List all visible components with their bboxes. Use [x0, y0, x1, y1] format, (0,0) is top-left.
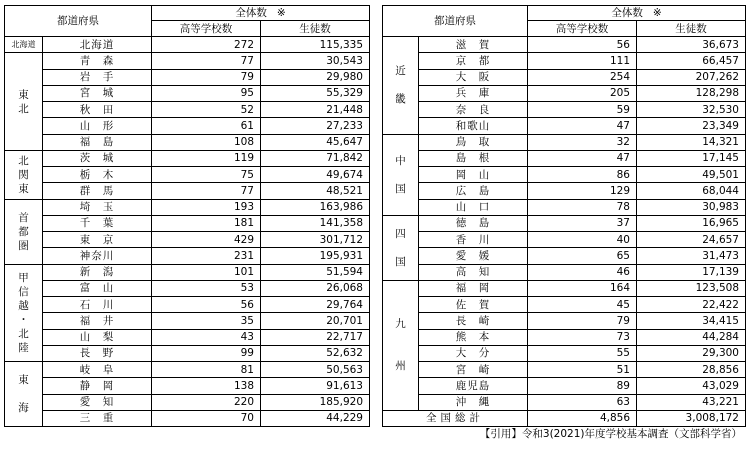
school-table-right — [382, 5, 746, 427]
students-cell: 29,980 — [261, 69, 370, 85]
prefecture-cell: 神奈川 — [43, 248, 152, 264]
prefecture-cell: 群 馬 — [43, 183, 152, 199]
schools-cell: 77 — [152, 183, 261, 199]
schools-cell: 40 — [528, 232, 637, 248]
prefecture-cell: 高 知 — [419, 264, 528, 280]
schools-cell: 429 — [152, 232, 261, 248]
prefecture-header: 都道府県 — [5, 6, 152, 37]
students-cell: 36,673 — [637, 37, 746, 53]
total-label: 全国総計 — [383, 410, 528, 426]
region-cell — [5, 264, 43, 362]
prefecture-cell: 栃 木 — [43, 167, 152, 183]
prefecture-cell: 埼 玉 — [43, 199, 152, 215]
region-char: ・ — [18, 313, 29, 326]
region-cell — [5, 53, 43, 151]
table-row — [5, 248, 370, 264]
schools-cell: 32 — [528, 134, 637, 150]
table-row — [383, 134, 746, 150]
prefecture-cell: 熊 本 — [419, 329, 528, 345]
table-row — [383, 150, 746, 166]
students-cell: 20,701 — [261, 313, 370, 329]
prefecture-cell: 山 形 — [43, 118, 152, 134]
region-char: 北海道 — [11, 39, 36, 49]
students-cell: 30,543 — [261, 53, 370, 69]
schools-cell: 164 — [528, 280, 637, 296]
schools-cell: 231 — [152, 248, 261, 264]
prefecture-cell: 北海道 — [43, 37, 152, 53]
prefecture-cell: 奈 良 — [419, 102, 528, 118]
table-row — [383, 37, 746, 53]
schools-cell: 77 — [152, 53, 261, 69]
schools-cell: 70 — [152, 410, 261, 426]
region-char: 関 — [18, 168, 29, 181]
schools-cell: 47 — [528, 150, 637, 166]
students-cell: 49,501 — [637, 167, 746, 183]
region-char: 中 — [395, 154, 406, 167]
prefecture-header: 都道府県 — [383, 6, 528, 37]
table-row — [383, 183, 746, 199]
students-cell: 24,657 — [637, 232, 746, 248]
students-cell: 26,068 — [261, 280, 370, 296]
prefecture-cell: 宮 城 — [43, 85, 152, 101]
total-row — [383, 410, 746, 426]
region-char: 海 — [18, 402, 29, 414]
prefecture-cell: 静 岡 — [43, 378, 152, 394]
total-schools: 4,856 — [528, 410, 637, 426]
table-row — [5, 313, 370, 329]
prefecture-cell: 東 京 — [43, 232, 152, 248]
students-cell: 48,521 — [261, 183, 370, 199]
region-char: 州 — [395, 360, 406, 373]
students-cell: 115,335 — [261, 37, 370, 53]
region-char: 北 — [18, 102, 29, 115]
table-row — [5, 264, 370, 280]
region-char: 東 — [18, 88, 29, 101]
region-cell — [5, 150, 43, 199]
table-row — [383, 215, 746, 231]
table-row — [383, 53, 746, 69]
students-cell: 28,856 — [637, 362, 746, 378]
schools-cell: 78 — [528, 199, 637, 215]
prefecture-cell: 福 井 — [43, 313, 152, 329]
table-row — [383, 297, 746, 313]
students-cell: 51,594 — [261, 264, 370, 280]
region-cell — [5, 37, 43, 53]
table-row — [383, 378, 746, 394]
students-header: 生徒数 — [637, 21, 746, 37]
students-cell: 45,647 — [261, 134, 370, 150]
schools-cell: 65 — [528, 248, 637, 264]
students-cell: 23,349 — [637, 118, 746, 134]
table-row — [383, 167, 746, 183]
prefecture-cell: 岩 手 — [43, 69, 152, 85]
students-cell: 52,632 — [261, 345, 370, 361]
table-row — [5, 134, 370, 150]
prefecture-cell: 香 川 — [419, 232, 528, 248]
table-row — [5, 329, 370, 345]
table-row — [5, 345, 370, 361]
region-char: 東 — [18, 182, 29, 195]
table-row — [383, 313, 746, 329]
table-row — [383, 102, 746, 118]
table-row — [383, 362, 746, 378]
table-row — [383, 394, 746, 410]
table-row — [383, 329, 746, 345]
table-row — [5, 167, 370, 183]
students-cell: 128,298 — [637, 85, 746, 101]
prefecture-cell: 愛 知 — [43, 394, 152, 410]
table-row — [5, 183, 370, 199]
region-cell — [383, 134, 419, 215]
students-cell: 66,457 — [637, 53, 746, 69]
region-char: 国 — [395, 255, 406, 268]
prefecture-cell: 長 崎 — [419, 313, 528, 329]
schools-cell: 75 — [152, 167, 261, 183]
prefecture-cell: 岡 山 — [419, 167, 528, 183]
students-cell: 22,422 — [637, 297, 746, 313]
region-char — [383, 345, 418, 359]
schools-cell: 108 — [152, 134, 261, 150]
table-row — [5, 37, 370, 53]
table-row — [5, 297, 370, 313]
students-cell: 30,983 — [637, 199, 746, 215]
region-cell — [5, 199, 43, 264]
table-row — [383, 69, 746, 85]
table-row — [383, 85, 746, 101]
students-cell: 43,029 — [637, 378, 746, 394]
all-count-header: 全体数 ※ — [152, 6, 370, 21]
students-cell: 32,530 — [637, 102, 746, 118]
schools-cell: 138 — [152, 378, 261, 394]
students-cell: 91,613 — [261, 378, 370, 394]
table-row — [5, 53, 370, 69]
table-row — [5, 150, 370, 166]
schools-cell: 59 — [528, 102, 637, 118]
region-char: 近 — [395, 65, 406, 78]
schools-cell: 73 — [528, 329, 637, 345]
schools-cell: 254 — [528, 69, 637, 85]
prefecture-cell: 富 山 — [43, 280, 152, 296]
schools-cell: 53 — [152, 280, 261, 296]
prefecture-cell: 兵 庫 — [419, 85, 528, 101]
table-row — [5, 362, 370, 378]
region-cell — [5, 362, 43, 427]
schools-cell: 181 — [152, 215, 261, 231]
region-char — [5, 387, 42, 401]
table-row — [383, 264, 746, 280]
schools-cell: 81 — [152, 362, 261, 378]
students-cell: 68,044 — [637, 183, 746, 199]
schools-cell: 205 — [528, 85, 637, 101]
students-cell: 16,965 — [637, 215, 746, 231]
students-cell: 163,986 — [261, 199, 370, 215]
prefecture-cell: 愛 媛 — [419, 248, 528, 264]
prefecture-cell: 佐 賀 — [419, 297, 528, 313]
region-cell — [383, 37, 419, 135]
prefecture-cell: 千 葉 — [43, 215, 152, 231]
schools-cell: 56 — [152, 297, 261, 313]
school-table-left — [4, 5, 370, 427]
students-cell: 50,563 — [261, 362, 370, 378]
students-cell: 141,358 — [261, 215, 370, 231]
region-char: 九 — [395, 318, 406, 331]
prefecture-cell: 山 梨 — [43, 329, 152, 345]
schools-cell: 35 — [152, 313, 261, 329]
schools-cell: 193 — [152, 199, 261, 215]
prefecture-cell: 京 都 — [419, 53, 528, 69]
prefecture-cell: 新 潟 — [43, 264, 152, 280]
region-char — [383, 331, 418, 345]
region-char — [383, 78, 418, 92]
table-row — [5, 118, 370, 134]
prefecture-cell: 徳 島 — [419, 215, 528, 231]
region-char: 四 — [395, 227, 406, 240]
table-row — [383, 199, 746, 215]
schools-cell: 47 — [528, 118, 637, 134]
schools-cell: 56 — [528, 37, 637, 53]
students-cell: 21,448 — [261, 102, 370, 118]
schools-cell: 272 — [152, 37, 261, 53]
schools-cell: 45 — [528, 297, 637, 313]
table-row — [5, 394, 370, 410]
table-row — [383, 232, 746, 248]
schools-header: 高等学校数 — [528, 21, 637, 37]
prefecture-cell: 茨 城 — [43, 150, 152, 166]
table-row — [5, 102, 370, 118]
schools-cell: 79 — [528, 313, 637, 329]
schools-cell: 220 — [152, 394, 261, 410]
students-cell: 301,712 — [261, 232, 370, 248]
students-cell: 31,473 — [637, 248, 746, 264]
region-char: 東 — [18, 374, 29, 386]
table-row — [383, 248, 746, 264]
students-cell: 29,764 — [261, 297, 370, 313]
students-cell: 195,931 — [261, 248, 370, 264]
region-char — [383, 241, 418, 255]
table-row — [5, 85, 370, 101]
schools-cell: 61 — [152, 118, 261, 134]
table-row — [383, 280, 746, 296]
table-row — [5, 69, 370, 85]
table-row — [5, 199, 370, 215]
students-header: 生徒数 — [261, 21, 370, 37]
students-cell: 71,842 — [261, 150, 370, 166]
schools-cell: 95 — [152, 85, 261, 101]
students-cell: 44,284 — [637, 329, 746, 345]
students-cell: 27,233 — [261, 118, 370, 134]
schools-cell: 43 — [152, 329, 261, 345]
region-char: 越 — [18, 299, 29, 312]
prefecture-cell: 石 川 — [43, 297, 152, 313]
prefecture-cell: 沖 縄 — [419, 394, 528, 410]
schools-cell: 55 — [528, 345, 637, 361]
region-cell — [383, 280, 419, 410]
table-header — [5, 6, 370, 37]
schools-cell: 37 — [528, 215, 637, 231]
students-cell: 14,321 — [637, 134, 746, 150]
region-char: 陸 — [18, 341, 29, 354]
region-char: 首 — [18, 211, 29, 224]
prefecture-cell: 青 森 — [43, 53, 152, 69]
prefecture-cell: 宮 崎 — [419, 362, 528, 378]
citation-text: 令和3(2021)年度学校基本調査（文部科学省） — [521, 428, 742, 440]
region-char: 国 — [395, 182, 406, 195]
schools-cell: 51 — [528, 362, 637, 378]
students-cell: 207,262 — [637, 69, 746, 85]
students-cell: 22,717 — [261, 329, 370, 345]
prefecture-cell: 広 島 — [419, 183, 528, 199]
schools-cell: 129 — [528, 183, 637, 199]
region-char: 畿 — [395, 93, 406, 106]
table-row — [5, 280, 370, 296]
schools-header: 高等学校数 — [152, 21, 261, 37]
students-cell: 44,229 — [261, 410, 370, 426]
region-char: 北 — [18, 154, 29, 167]
region-char: 圏 — [18, 239, 29, 252]
prefecture-cell: 三 重 — [43, 410, 152, 426]
schools-cell: 101 — [152, 264, 261, 280]
region-cell — [383, 215, 419, 280]
schools-cell: 99 — [152, 345, 261, 361]
students-cell: 55,329 — [261, 85, 370, 101]
schools-cell: 111 — [528, 53, 637, 69]
prefecture-cell: 福 島 — [43, 134, 152, 150]
table-row — [383, 118, 746, 134]
table-row — [5, 215, 370, 231]
prefecture-cell: 山 口 — [419, 199, 528, 215]
schools-cell: 79 — [152, 69, 261, 85]
table-row — [5, 378, 370, 394]
prefecture-cell: 滋 賀 — [419, 37, 528, 53]
prefecture-cell: 岐 阜 — [43, 362, 152, 378]
region-char — [383, 168, 418, 182]
table-row — [5, 232, 370, 248]
citation-tag: 【引用】 — [479, 428, 522, 440]
schools-cell: 86 — [528, 167, 637, 183]
prefecture-cell: 秋 田 — [43, 102, 152, 118]
prefecture-cell: 福 岡 — [419, 280, 528, 296]
region-char: 北 — [18, 327, 29, 340]
region-char: 信 — [18, 285, 29, 298]
citation — [480, 426, 742, 441]
prefecture-cell: 鳥 取 — [419, 134, 528, 150]
table-row — [5, 410, 370, 426]
region-char: 都 — [18, 225, 29, 238]
schools-cell: 63 — [528, 394, 637, 410]
prefecture-cell: 大 阪 — [419, 69, 528, 85]
students-cell: 123,508 — [637, 280, 746, 296]
schools-cell: 46 — [528, 264, 637, 280]
schools-cell: 89 — [528, 378, 637, 394]
students-cell: 29,300 — [637, 345, 746, 361]
students-cell: 49,674 — [261, 167, 370, 183]
region-char: 甲 — [18, 271, 29, 284]
students-cell: 17,145 — [637, 150, 746, 166]
prefecture-cell: 島 根 — [419, 150, 528, 166]
students-cell: 185,920 — [261, 394, 370, 410]
prefecture-cell: 大 分 — [419, 345, 528, 361]
students-cell: 43,221 — [637, 394, 746, 410]
table-header — [383, 6, 746, 37]
schools-cell: 119 — [152, 150, 261, 166]
table-row — [383, 345, 746, 361]
students-cell: 17,139 — [637, 264, 746, 280]
prefecture-cell: 和歌山 — [419, 118, 528, 134]
all-count-header: 全体数 ※ — [528, 6, 746, 21]
students-cell: 34,415 — [637, 313, 746, 329]
prefecture-cell: 長 野 — [43, 345, 152, 361]
schools-cell: 52 — [152, 102, 261, 118]
total-students: 3,008,172 — [637, 410, 746, 426]
prefecture-cell: 鹿児島 — [419, 378, 528, 394]
